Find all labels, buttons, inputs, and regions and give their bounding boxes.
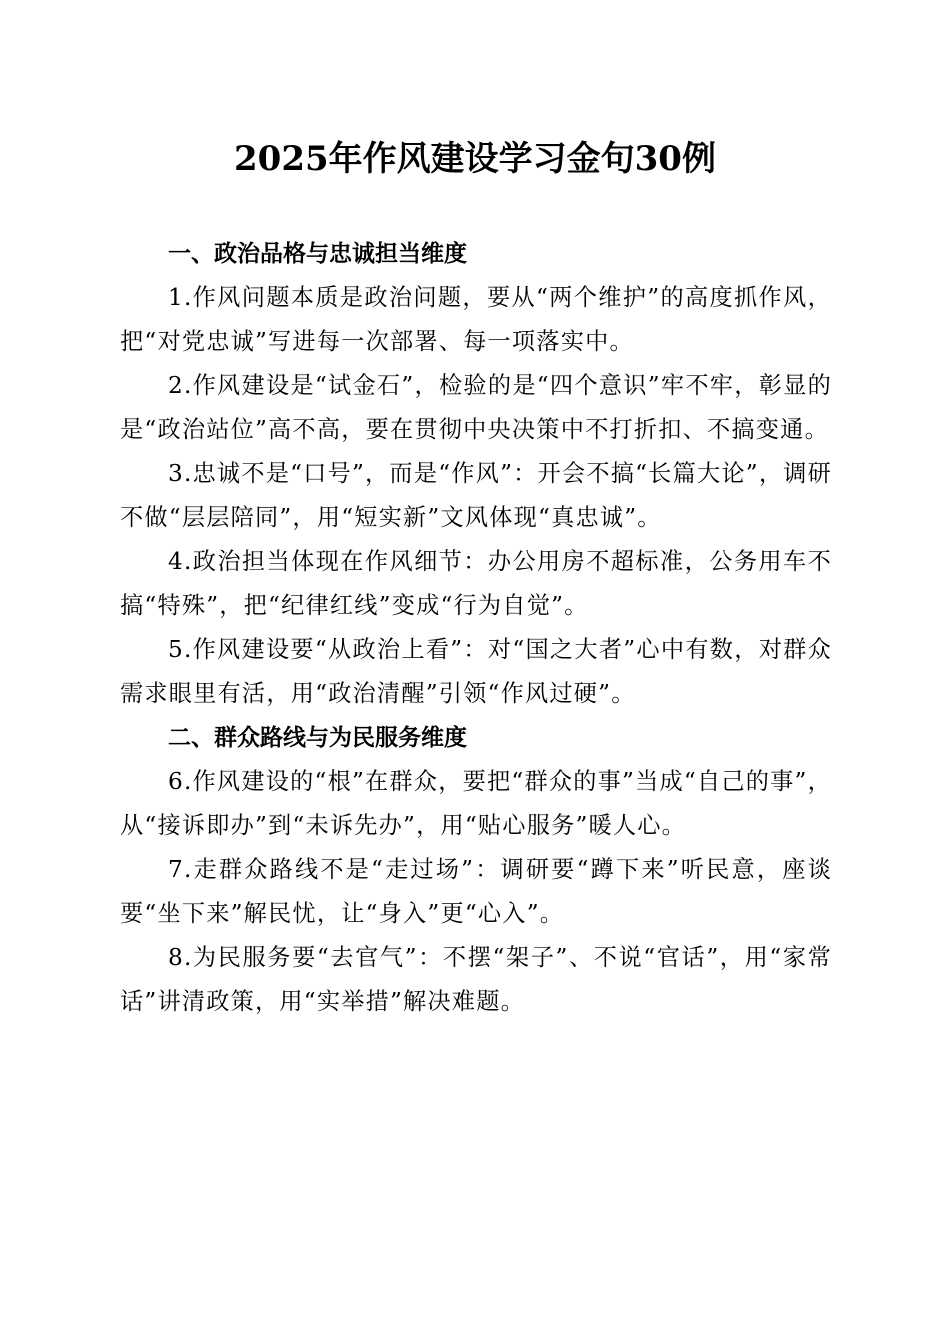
quote-item-3: 3.忠诚不是“口号”，而是“作风”：开会不搞“长篇大论”，调研不做“层层陪同”，用“短实新”文风体现“真忠诚”。 [120, 460, 832, 531]
quote-item-2: 2.作风建设是“试金石”，检验的是“四个意识”牢不牢，彰显的是“政治站位”高不高，要在贯彻中央决策中不打折扣、不搞变通。 [120, 372, 832, 443]
section-heading-political: 一、政治品格与忠诚担当维度 [168, 241, 467, 267]
quote-item-7: 7.走群众路线不是“走过场”：调研要“蹲下来”听民意，座谈要“坐下来”解民忧，让“身入”更“心入”。 [120, 856, 832, 927]
section-heading-mass-line: 二、群众路线与为民服务维度 [168, 725, 467, 751]
document-title: 2025年作风建设学习金句30例 [234, 139, 716, 179]
quote-item-4: 4.政治担当体现在作风细节：办公用房不超标准，公务用车不搞“特殊”，把“纪律红线”变成“行为自觉”。 [120, 548, 832, 619]
quote-item-5: 5.作风建设要“从政治上看”：对“国之大者”心中有数，对群众需求眼里有活，用“政治清醒”引领“作风过硬”。 [120, 636, 832, 707]
quote-item-8: 8.为民服务要“去官气”：不摆“架子”、不说“官话”，用“家常话”讲清政策，用“实举措”解决难题。 [120, 944, 832, 1015]
quote-item-1: 1.作风问题本质是政治问题，要从“两个维护”的高度抓作风，把“对党忠诚”写进每一次部署、每一项落实中。 [120, 284, 832, 355]
document-body [120, 232, 832, 1024]
quote-item-6: 6.作风建设的“根”在群众，要把“群众的事”当成“自己的事”，从“接诉即办”到“未诉先办”，用“贴心服务”暖人心。 [120, 768, 832, 839]
